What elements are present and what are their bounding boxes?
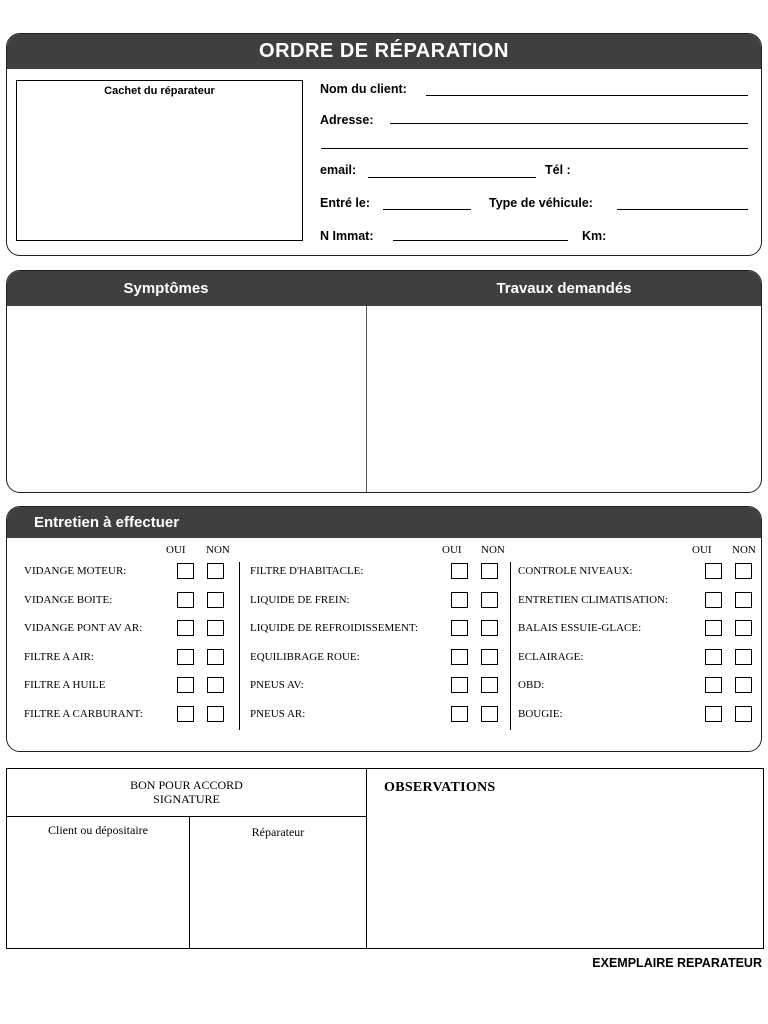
item-label: FILTRE A AIR: [24, 651, 94, 663]
oui-label: OUI [166, 544, 186, 556]
item-label: BALAIS ESSUIE-GLACE: [518, 622, 642, 634]
repairer-signature-label: Réparateur [251, 825, 305, 839]
client-signature-box[interactable] [7, 817, 190, 948]
oui-checkbox[interactable] [451, 649, 468, 665]
item-label: VIDANGE MOTEUR: [24, 565, 127, 577]
vehicle-type-field[interactable] [617, 209, 748, 210]
maintenance-item [518, 619, 761, 639]
oui-checkbox[interactable] [705, 677, 722, 693]
non-checkbox[interactable] [207, 706, 224, 722]
maintenance-item [24, 562, 234, 582]
non-checkbox[interactable] [481, 563, 498, 579]
non-checkbox[interactable] [481, 649, 498, 665]
maintenance-panel [6, 506, 762, 752]
oui-checkbox[interactable] [705, 649, 722, 665]
item-label: ECLAIRAGE: [518, 651, 584, 663]
work-requested-heading: Travaux demandés [496, 280, 632, 297]
maintenance-item [518, 562, 761, 582]
maintenance-title: Entretien à effectuer [7, 507, 761, 538]
entry-date-label: Entré le: [320, 196, 371, 210]
oui-checkbox[interactable] [451, 620, 468, 636]
oui-checkbox[interactable] [177, 620, 194, 636]
maintenance-item [24, 648, 234, 668]
client-name-label: Nom du client: [320, 82, 407, 96]
work-requested-area[interactable] [367, 306, 761, 492]
oui-label: OUI [442, 544, 462, 556]
item-label: PNEUS AR: [250, 708, 306, 720]
phone-label: Tél : [545, 163, 571, 177]
maintenance-item [24, 591, 234, 611]
observations-area[interactable] [368, 804, 763, 948]
oui-label: OUI [692, 544, 712, 556]
non-checkbox[interactable] [481, 677, 498, 693]
vehicle-type-label: Type de véhicule: [489, 196, 593, 210]
oui-checkbox[interactable] [451, 592, 468, 608]
oui-checkbox[interactable] [177, 706, 194, 722]
item-label: FILTRE D'HABITACLE: [250, 565, 364, 577]
address-field-line-2[interactable] [321, 148, 748, 149]
non-checkbox[interactable] [207, 649, 224, 665]
repairer-stamp-box[interactable] [16, 80, 303, 241]
client-info-panel [6, 33, 762, 256]
non-label: NON [481, 544, 505, 556]
item-label: LIQUIDE DE FREIN: [250, 594, 350, 606]
non-checkbox[interactable] [481, 620, 498, 636]
item-label: VIDANGE PONT AV AR: [24, 622, 143, 634]
non-checkbox[interactable] [481, 592, 498, 608]
item-label: PNEUS AV: [250, 679, 304, 691]
maintenance-item [24, 676, 234, 696]
copy-label: EXEMPLAIRE REPARATEUR [592, 956, 762, 970]
maintenance-column-3 [518, 538, 761, 751]
maintenance-item [518, 591, 761, 611]
registration-field[interactable] [393, 240, 568, 241]
non-label: NON [732, 544, 756, 556]
maintenance-item [518, 705, 761, 725]
maintenance-item [518, 676, 761, 696]
maintenance-divider [239, 562, 240, 730]
oui-checkbox[interactable] [705, 563, 722, 579]
non-label: NON [206, 544, 230, 556]
maintenance-item [250, 705, 507, 725]
non-checkbox[interactable] [735, 677, 752, 693]
item-label: OBD: [518, 679, 545, 691]
maintenance-divider [510, 562, 511, 730]
client-signature-label: Client ou dépositaire [48, 823, 148, 837]
non-checkbox[interactable] [735, 620, 752, 636]
oui-checkbox[interactable] [705, 706, 722, 722]
registration-label: N Immat: [320, 229, 374, 243]
address-field[interactable] [390, 123, 748, 124]
non-checkbox[interactable] [735, 649, 752, 665]
maintenance-item [250, 619, 507, 639]
requests-panel [6, 270, 762, 493]
maintenance-column-2 [250, 538, 507, 751]
item-label: CONTROLE NIVEAUX: [518, 565, 633, 577]
non-checkbox[interactable] [207, 620, 224, 636]
oui-checkbox[interactable] [451, 563, 468, 579]
email-field[interactable] [368, 177, 536, 178]
maintenance-item [250, 562, 507, 582]
maintenance-item [24, 619, 234, 639]
non-checkbox[interactable] [735, 706, 752, 722]
maintenance-column-1 [24, 538, 234, 751]
repairer-signature-box[interactable] [190, 817, 367, 948]
maintenance-item [250, 676, 507, 696]
km-label: Km: [582, 229, 607, 243]
symptoms-heading: Symptômes [123, 280, 209, 297]
signature-panel [6, 768, 764, 949]
maintenance-item [250, 591, 507, 611]
item-label: FILTRE A CARBURANT: [24, 708, 143, 720]
email-label: email: [320, 163, 357, 177]
form-title: ORDRE DE RÉPARATION [7, 34, 761, 69]
oui-checkbox[interactable] [177, 563, 194, 579]
non-checkbox[interactable] [207, 563, 224, 579]
item-label: FILTRE A HUILE [24, 679, 106, 691]
item-label: LIQUIDE DE REFROIDISSEMENT: [250, 622, 419, 634]
oui-checkbox[interactable] [177, 677, 194, 693]
oui-checkbox[interactable] [705, 592, 722, 608]
non-checkbox[interactable] [207, 677, 224, 693]
item-label: EQUILIBRAGE ROUE: [250, 651, 360, 663]
oui-checkbox[interactable] [705, 620, 722, 636]
non-checkbox[interactable] [207, 592, 224, 608]
non-checkbox[interactable] [481, 706, 498, 722]
non-checkbox[interactable] [735, 592, 752, 608]
non-checkbox[interactable] [735, 563, 752, 579]
item-label: BOUGIE: [518, 708, 563, 720]
requests-header [7, 271, 761, 306]
client-name-field[interactable] [426, 95, 748, 96]
observations-label: OBSERVATIONS [384, 780, 496, 795]
approval-line-1: BON POUR ACCORD [130, 778, 243, 792]
approval-heading [7, 769, 367, 817]
approval-line-2: SIGNATURE [153, 792, 220, 806]
item-label: ENTRETIEN CLIMATISATION: [518, 594, 669, 606]
maintenance-item [24, 705, 234, 725]
address-label: Adresse: [320, 113, 374, 127]
oui-checkbox[interactable] [451, 677, 468, 693]
maintenance-item [250, 648, 507, 668]
oui-checkbox[interactable] [177, 592, 194, 608]
entry-date-field[interactable] [383, 209, 471, 210]
symptoms-area[interactable] [7, 306, 366, 492]
oui-checkbox[interactable] [451, 706, 468, 722]
maintenance-item [518, 648, 761, 668]
stamp-label: Cachet du réparateur [104, 85, 215, 97]
oui-checkbox[interactable] [177, 649, 194, 665]
item-label: VIDANGE BOITE: [24, 594, 113, 606]
